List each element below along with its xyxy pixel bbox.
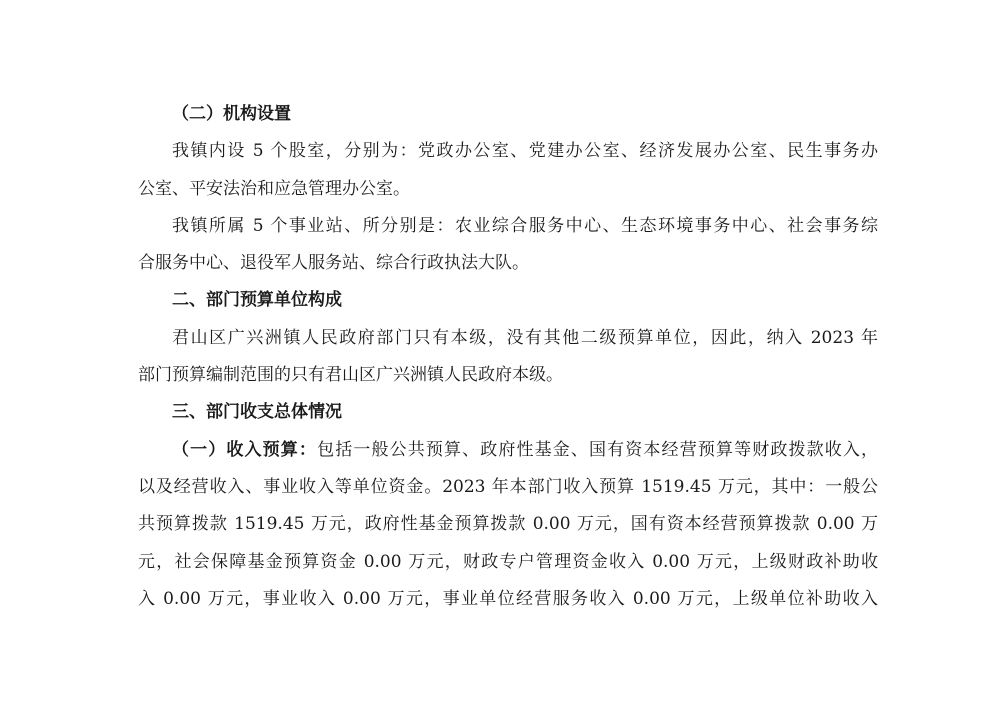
paragraph-line: 部门预算编制范围的只有君山区广兴洲镇人民政府本级。 <box>138 365 563 386</box>
paragraph-line-income <box>138 432 878 469</box>
section-heading-budget-units: 二、部门预算单位构成 <box>172 290 342 311</box>
paragraph-line: 我镇所属 5 个事业站、所分别是：农业综合服务中心、生态环境事务中心、社会事务综 <box>172 215 878 236</box>
paragraph-line: 元，社会保障基金预算资金 0.00 万元，财政专户管理资金收入 0.00 万元，上级财政补助收 <box>138 551 878 572</box>
paragraph-line: 公室、平安法治和应急管理办公室。 <box>138 178 410 199</box>
section-heading-overall: 三、部门收支总体情况 <box>172 402 342 423</box>
income-budget-text: 包括一般公共预算、政府性基金、国有资本经营预算等财政拨款收入， <box>317 439 878 460</box>
paragraph-line: 我镇内设 5 个股室，分别为：党政办公室、党建办公室、经济发展办公室、民生事务办 <box>172 141 878 162</box>
section-heading-org-setup: （二）机构设置 <box>172 104 291 124</box>
paragraph-line: 入 0.00 万元，事业收入 0.00 万元，事业单位经营服务收入 0.00 万元，上级单位补助收入 <box>138 588 878 609</box>
paragraph-line: 君山区广兴洲镇人民政府部门只有本级，没有其他二级预算单位，因此，纳入 2023 年 <box>172 327 878 348</box>
paragraph-line: 共预算拨款 1519.45 万元，政府性基金预算拨款 0.00 万元，国有资本经营预算拨款 0.00 万 <box>138 514 878 535</box>
paragraph-line: 以及经营收入、事业收入等单位资金。2023 年本部门收入预算 1519.45 万元，其中：一般公 <box>138 476 878 497</box>
income-budget-label: （一）收入预算： <box>172 439 318 460</box>
paragraph-line: 合服务中心、退役军人服务站、综合行政执法大队。 <box>138 253 529 274</box>
document-body <box>138 96 878 618</box>
